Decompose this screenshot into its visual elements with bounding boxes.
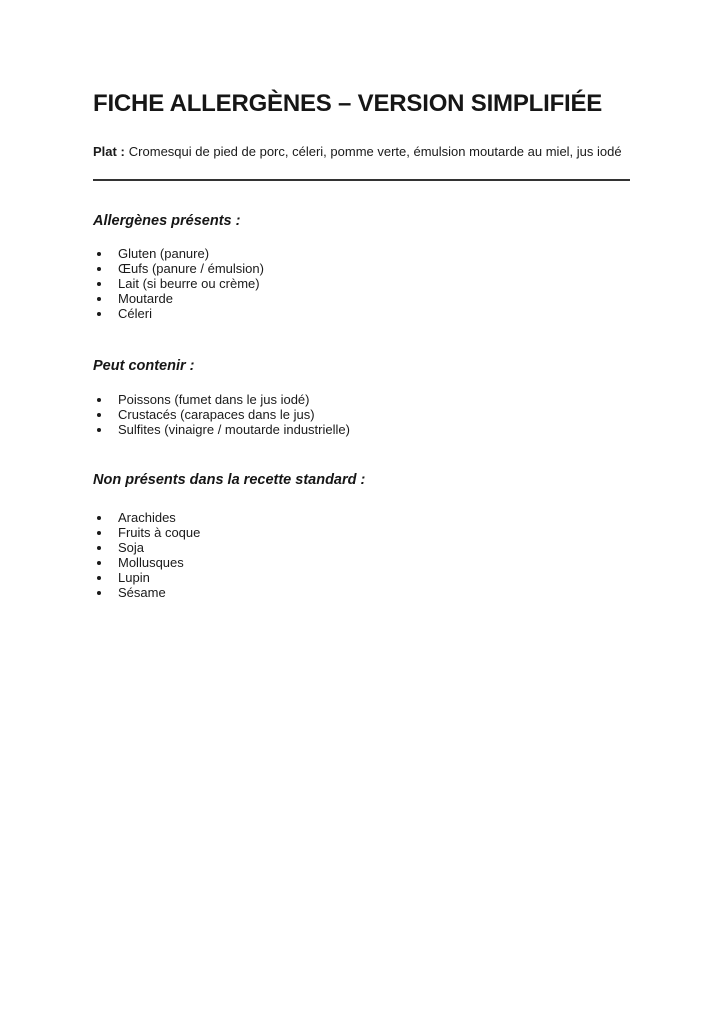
list-item-label: Œufs (panure / émulsion) (118, 261, 264, 276)
list-item-label: Crustacés (carapaces dans le jus) (118, 407, 315, 422)
list-item-label: Soja (118, 540, 145, 555)
bullet-dot-icon (97, 413, 101, 417)
page-title: FICHE ALLERGÈNES – VERSION SIMPLIFIÉE (93, 90, 603, 117)
list-item (93, 246, 630, 261)
bullet-dot-icon (97, 531, 101, 535)
bullet-dot-icon (97, 591, 101, 595)
bullet-dot-icon (97, 252, 101, 256)
list-item (93, 510, 630, 525)
list-item-label: Arachides (118, 510, 176, 525)
document-content (0, 89, 724, 600)
list-item-label: Poissons (fumet dans le jus iodé) (118, 392, 310, 407)
bullet-dot-icon (97, 312, 101, 316)
bullet-dot-icon (97, 282, 101, 286)
list-item-label: Sésame (118, 585, 166, 600)
horizontal-divider (93, 179, 630, 181)
bullet-dot-icon (97, 428, 101, 432)
section-heading: Peut contenir : (93, 358, 195, 374)
list-item-label: Céleri (118, 306, 152, 321)
list-item (93, 276, 630, 291)
bullet-dot-icon (97, 516, 101, 520)
list-item (93, 570, 630, 585)
list-item (93, 585, 630, 600)
list-item-label: Gluten (panure) (118, 246, 210, 261)
allergen-list (93, 246, 630, 321)
list-item (93, 291, 630, 306)
section-allergenes-presents (93, 213, 630, 321)
list-item (93, 261, 630, 276)
dish-label: Plat : (93, 144, 125, 159)
section-peut-contenir (93, 358, 630, 437)
section-heading: Non présents dans la recette standard : (93, 472, 366, 488)
bullet-dot-icon (97, 398, 101, 402)
list-item-label: Mollusques (118, 555, 184, 570)
bullet-dot-icon (97, 546, 101, 550)
list-item (93, 555, 630, 570)
list-item (93, 540, 630, 555)
dish-value: Cromesqui de pied de porc, céleri, pomme verte, émulsion moutarde au miel, jus iodé (128, 144, 622, 159)
list-item-label: Fruits à coque (118, 525, 201, 540)
list-item-label: Moutarde (118, 291, 173, 306)
bullet-dot-icon (97, 561, 101, 565)
list-item (93, 392, 630, 407)
list-item (93, 407, 630, 422)
list-item-label: Lait (si beurre ou crème) (118, 276, 260, 291)
section-heading: Allergènes présents : (93, 213, 241, 229)
dish-line (93, 144, 630, 160)
list-item-label: Lupin (118, 570, 150, 585)
bullet-dot-icon (97, 297, 101, 301)
bullet-dot-icon (97, 267, 101, 271)
allergen-list (93, 392, 630, 437)
list-item-label: Sulfites (vinaigre / moutarde industrielle) (118, 422, 350, 437)
list-item (93, 422, 630, 437)
list-item (93, 306, 630, 321)
list-item (93, 525, 630, 540)
allergen-list (93, 510, 630, 600)
bullet-dot-icon (97, 576, 101, 580)
section-non-presents (93, 472, 630, 600)
